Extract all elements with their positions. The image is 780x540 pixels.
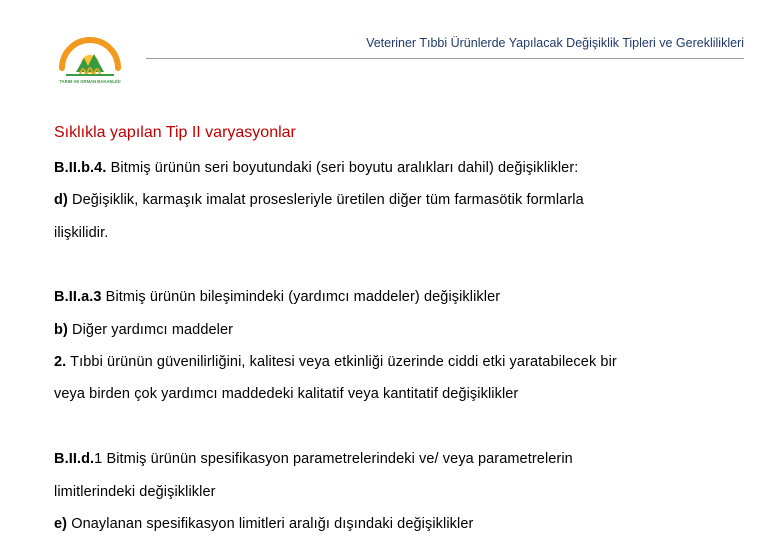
item-text: Onaylanan spesifikasyon limitleri aralığı dışındaki değişiklikler <box>67 516 474 532</box>
item-code: b) <box>54 322 68 338</box>
item-code: B.II.d. <box>54 451 95 467</box>
paragraph-line <box>54 322 233 338</box>
item-text: Bitmiş ürünün bileşimindeki (yardımcı maddeler) değişiklikler <box>101 289 501 305</box>
header-title: Veteriner Tıbbi Ürünlerde Yapılacak Değişiklik Tipleri ve Gereklilikleri <box>366 36 744 50</box>
logo-text: TARIM VE ORMAN BAKANLIĞI <box>59 79 121 84</box>
paragraph-line <box>54 386 518 402</box>
ministry-logo <box>54 28 126 94</box>
paragraph-line <box>54 484 216 500</box>
paragraph-line <box>54 160 578 176</box>
item-text: Diğer yardımcı maddeler <box>67 322 234 338</box>
item-code: d) <box>54 192 68 208</box>
item-code: B.II.b.4. <box>54 160 107 176</box>
item-text: limitlerindeki değişiklikler <box>54 484 216 500</box>
item-text: 1 Bitmiş ürünün spesifikasyon parametrelerindeki ve/ veya parametrelerin <box>94 451 573 467</box>
item-text: veya birden çok yardımcı maddedeki kalitatif veya kantitatif değişiklikler <box>54 386 519 402</box>
item-code: e) <box>54 516 68 532</box>
item-code: B.II.a.3 <box>54 289 102 305</box>
paragraph-line <box>54 225 108 241</box>
paragraph-line <box>54 516 473 532</box>
paragraph-line <box>54 451 573 467</box>
item-text: ilişkilidir. <box>54 225 109 241</box>
paragraph-line <box>54 192 584 208</box>
header-divider <box>146 58 744 59</box>
item-text: Bitmiş ürünün seri boyutundaki (seri boyutu aralıkları dahil) değişiklikler: <box>106 160 579 176</box>
item-code: 2. <box>54 354 67 370</box>
item-text: Tıbbi ürünün güvenilirliğini, kalitesi veya etkinliği üzerinde ciddi etki yaratabilecek bir <box>66 354 617 370</box>
section-title: Sıklıkla yapılan Tip II varyasyonlar <box>54 124 296 141</box>
paragraph-line <box>54 289 500 305</box>
paragraph-line <box>54 354 617 370</box>
item-text: Değişiklik, karmaşık imalat prosesleriyle üretilen diğer tüm farmasötik formlarla <box>67 192 584 208</box>
